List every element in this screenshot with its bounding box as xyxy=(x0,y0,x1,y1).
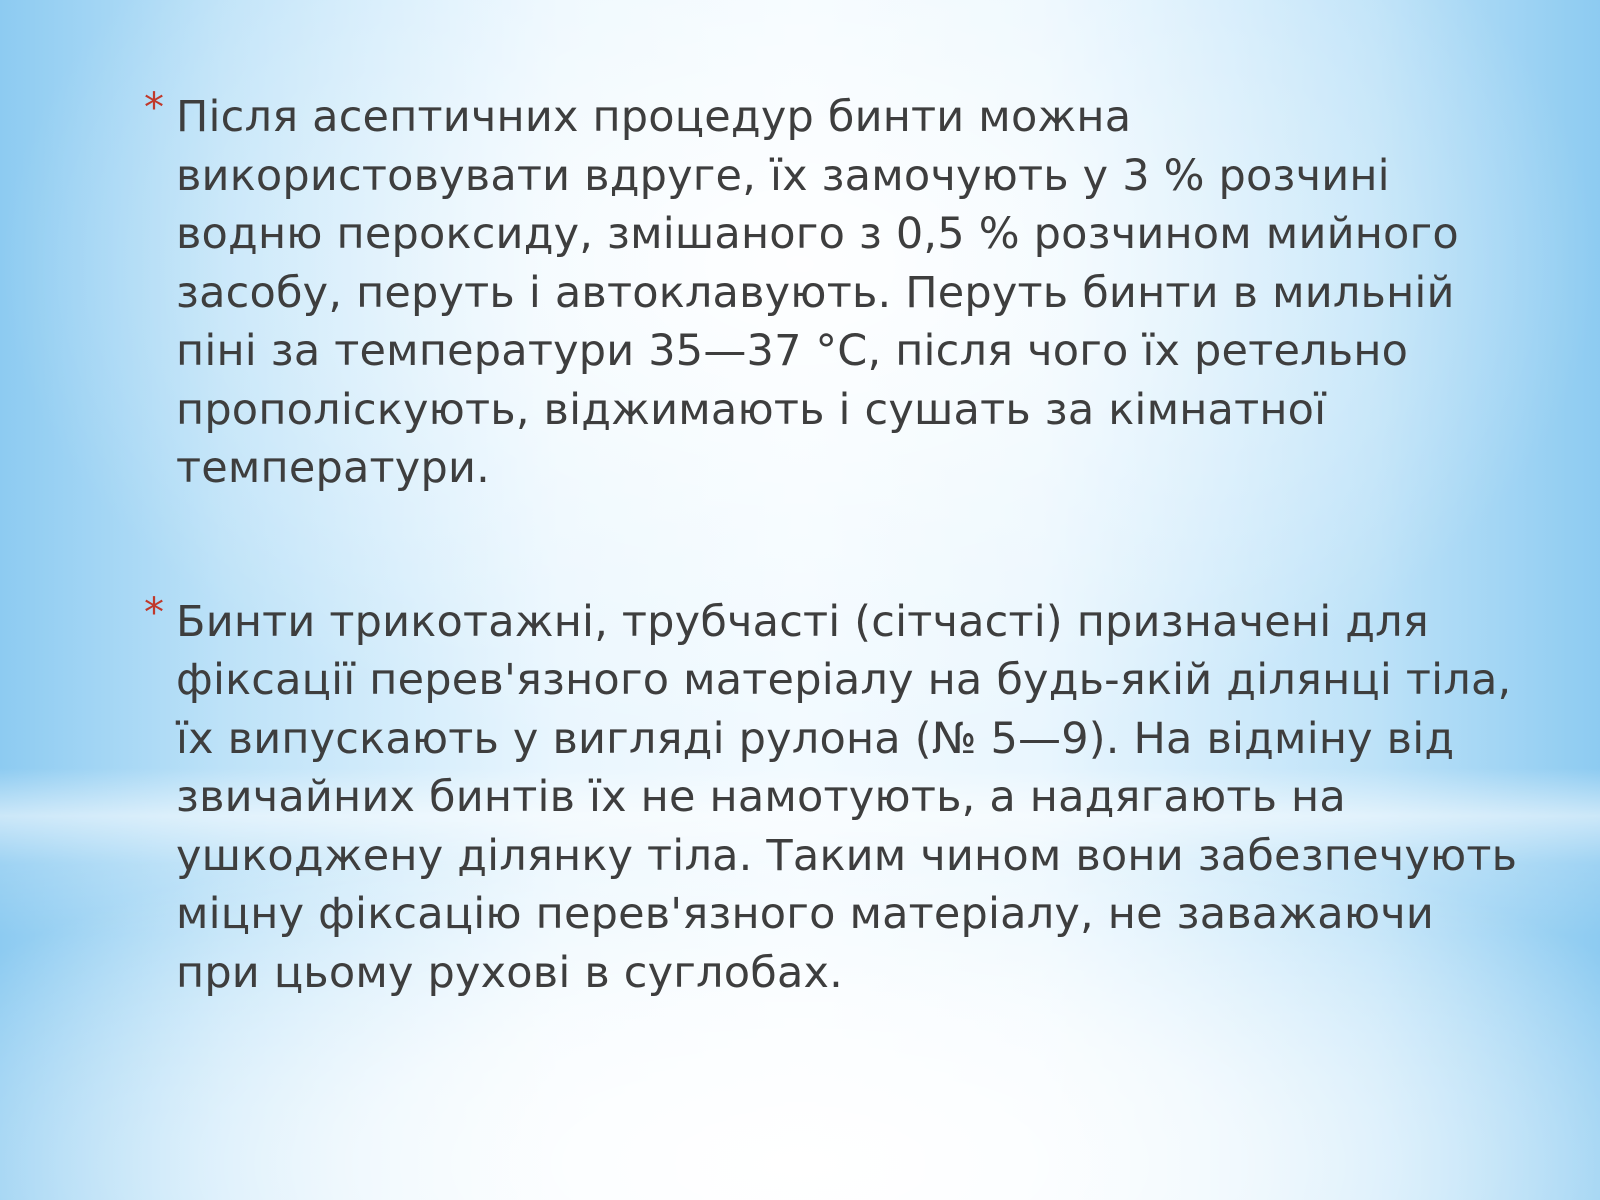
asterisk-bullet-icon: * xyxy=(144,589,165,636)
paragraph-line: піні за температури 35—37 °С, після чого їх ретельно xyxy=(176,326,1409,376)
paragraph-line: засобу, перуть і автоклавують. Перуть бинти в мильній xyxy=(176,267,1455,318)
paragraph-line: використовувати вдруге, їх замочують у 3 % розчині xyxy=(176,150,1390,201)
bullet-paragraph-1 xyxy=(144,85,1514,498)
paragraph-line: прополіскують, віджимають і сушать за кімнатної xyxy=(176,384,1327,435)
paragraph-line: ушкоджену ділянку тіла. Таким чином вони забезпечують xyxy=(176,830,1518,881)
paragraph-line: при цьому рухові в суглобах. xyxy=(176,947,844,998)
paragraph-line: фіксації перев'язного матеріалу на будь-якій ділянці тіла, xyxy=(176,655,1512,705)
paragraph-line: Після асептичних процедур бинти можна xyxy=(176,92,1132,142)
asterisk-bullet-icon: * xyxy=(144,85,165,131)
paragraph-line: водню пероксиду, змішаного з 0,5 % розчином мийного xyxy=(176,209,1459,259)
slide-content xyxy=(144,85,1518,1002)
paragraph-line: температури. xyxy=(176,443,490,493)
bullet-paragraph-2 xyxy=(144,589,1518,1003)
paragraph-line: звичайних бинтів їх не намотують, а надягають на xyxy=(176,772,1346,822)
paragraph-line: їх випускають у вигляді рулона (№ 5—9). На відміну від xyxy=(176,713,1455,764)
paragraph-line: міцну фіксацію перев'язного матеріалу, не заважаючи xyxy=(176,889,1434,939)
paragraph-line: Бинти трикотажні, трубчасті (сітчасті) призначені для xyxy=(176,596,1429,647)
